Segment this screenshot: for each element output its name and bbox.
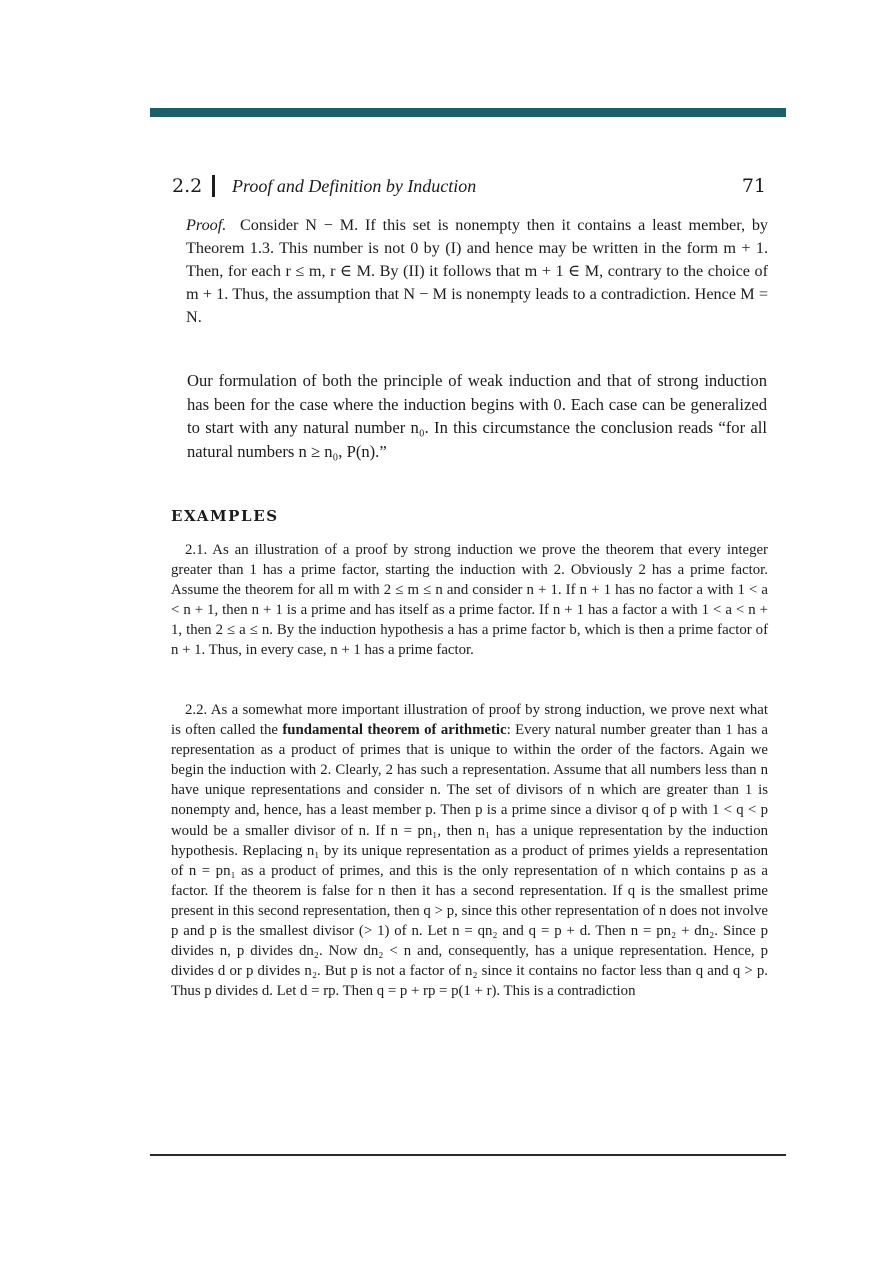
bottom-rule	[150, 1154, 786, 1156]
example-2-1-text: 2.1. As an illustration of a proof by strong induction we prove the theorem that every integer greater than 1 has a prime factor, starting the induction with 2. Obviously 2 has a prime factor. Assume the theorem for all m with 2 ≤ m ≤ n and consider n + 1. If n + 1 has no factor a with 1 < a < n + 1, then n + 1 is a prime and has itself as a prime factor. If n + 1 has a factor a with 1 < a < n + 1, then 2 ≤ a ≤ n. By the induction hypothesis a has a prime factor b, which is then a prime factor of n + 1. Thus, in every case, n + 1 has a prime factor.	[171, 542, 768, 659]
section-title: Proof and Definition by Induction	[232, 176, 477, 196]
section-number: 2.2	[172, 175, 203, 197]
header-divider	[212, 175, 215, 197]
example-2-2-body: : Every natural number greater than 1 has a representation as a product of primes that is unique to within the order of the factors. Again we begin the induction with 2. Clearly, 2 has such a representation. Assume that all numbers less than n have unique representations and consider n. The set of divisors of n which are greater than 1 is nonempty and, hence, has a least member p. Then p is a prime since a divisor q of p with 1 < q < p would be a smaller divisor of n. If n = pn₁, then n₁ has a unique representation by the induction hypothesis. Replacing n₁ by its unique representation as a product of primes yields a representation of n = pn₁ as a product of primes, and this is the only representation of n which contains p as a factor. If the theorem is false for n then it has a second representation. If q is the smallest prime present in this second representation, then q > p, since this other representation of n does not involve p and p is the smallest divisor (> 1) of n. Let n = qn₂ and q = p + d. Then n = pn₂ + dn₂. Since p divides n, p divides dn₂. Now dn₂ < n and, consequently, has a unique representation. Hence, p divides d or p divides n₂. But p is not a factor of n₂ since it contains no factor less than q and q > p. Thus p divides d. Let d = rp. Then q = p + rp = p(1 + r). This is a contradiction	[171, 722, 768, 1000]
theorem-name: fundamental theorem of arithmetic	[282, 722, 507, 739]
running-header	[172, 175, 766, 201]
example-2-1	[171, 540, 768, 661]
proof-paragraph	[186, 214, 768, 329]
page-number: 71	[741, 175, 766, 197]
examples-heading: EXAMPLES	[171, 507, 279, 525]
example-2-2	[171, 700, 768, 1001]
example-2-2-intro: 2.2. As a somewhat more important illustration of proof by strong induction, we prove next what is often called the	[171, 702, 768, 739]
proof-text: Consider N − M. If this set is nonempty then it contains a least member, by Theorem 1.3. This number is not 0 by (I) and hence may be written in the form m + 1. Then, for each r ≤ m, r ∈ M. By (II) it follows that m + 1 ∈ M, contrary to the choice of m + 1. Thus, the assumption that N − M is nonempty leads to a contradiction. Hence M = N.	[186, 216, 769, 326]
remark-paragraph	[187, 369, 767, 463]
remark-text: Our formulation of both the principle of weak induction and that of strong induction has been for the case where the induction begins with 0. Each case can be generalized to start with any natural number n₀. In this circumstance the conclusion reads “for all natural numbers n ≥ n₀, P(n).”	[187, 371, 767, 461]
proof-label: Proof.	[186, 216, 227, 234]
top-rule	[150, 108, 786, 117]
